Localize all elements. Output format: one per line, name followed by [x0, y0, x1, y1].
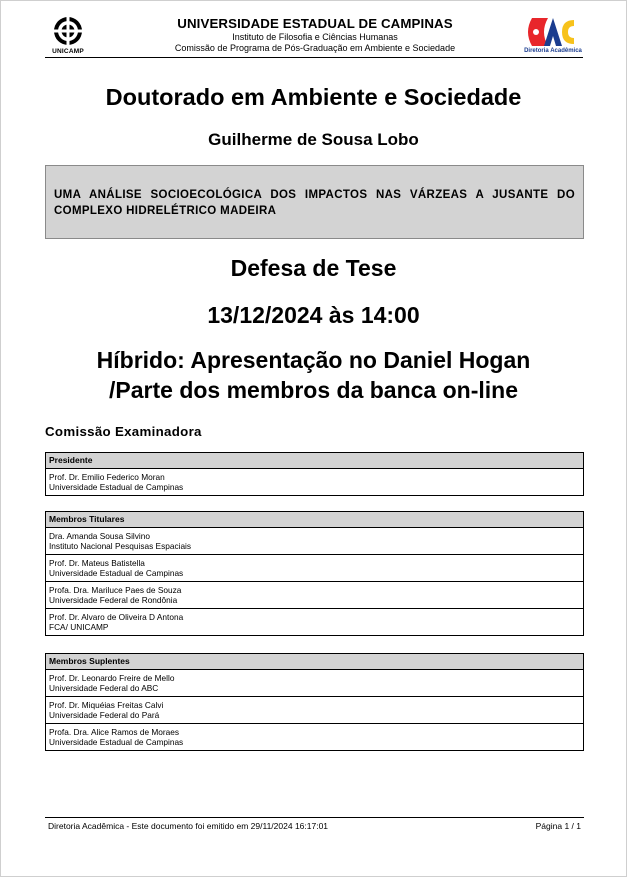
titular-members-table: [45, 511, 584, 636]
thesis-title-box: [45, 165, 584, 239]
member-institution: Universidade Estadual de Campinas: [49, 568, 184, 578]
footer-divider: [45, 817, 584, 818]
student-name: Guilherme de Sousa Lobo: [208, 130, 419, 149]
member-institution: Universidade Federal de Rondônia: [49, 595, 178, 605]
program-title: Doutorado em Ambiente e Sociedade: [105, 84, 522, 110]
section-heading: Membros Suplentes: [46, 654, 584, 670]
university-name: UNIVERSIDADE ESTADUAL DE CAMPINAS: [177, 16, 453, 31]
member-name: Dra. Amanda Sousa Silvino: [49, 531, 151, 541]
member-row: [46, 469, 584, 496]
thesis-title: UMA ANÁLISE SOCIOECOLÓGICA DOS IMPACTOS NAS VÁRZEAS A JUSANTE DO COMPLEXO HIDRELÉTRICO MADEIRA: [54, 189, 575, 217]
member-institution: Universidade Federal do ABC: [49, 683, 159, 693]
header: [100, 16, 530, 54]
diretoria-academica-logo: [522, 14, 584, 58]
institute-name: Instituto de Filosofia e Ciências Humanas: [232, 32, 398, 42]
member-row: [46, 555, 584, 582]
member-row: [46, 528, 584, 555]
section-heading: Presidente: [46, 453, 584, 469]
footer-page-number: Página 1 / 1: [535, 821, 581, 831]
section-heading: Membros Titulares: [46, 512, 584, 528]
member-row: [46, 609, 584, 636]
member-institution: Universidade Estadual de Campinas: [49, 482, 184, 492]
commission-name: Comissão de Programa de Pós-Graduação em Ambiente e Sociedade: [174, 43, 456, 53]
member-row: [46, 670, 584, 697]
event-datetime: 13/12/2024 às 14:00: [207, 302, 420, 328]
dac-logo-text: Diretoria Acadêmica: [524, 48, 582, 54]
member-name: Prof. Dr. Leonardo Freire de Mello: [49, 673, 175, 683]
location-line-1: Híbrido: Apresentação no Daniel Hogan: [96, 347, 531, 373]
substitute-members-table: [45, 653, 584, 751]
member-name: Prof. Dr. Alvaro de Oliveira D Antona: [49, 612, 184, 622]
unicamp-logo-text: UNICAMP: [52, 48, 84, 55]
member-institution: Instituto Nacional Pesquisas Espaciais: [49, 541, 192, 551]
member-row: [46, 582, 584, 609]
member-name: Profa. Dra. Mariluce Paes de Souza: [49, 585, 182, 595]
event-type: Defesa de Tese: [230, 255, 397, 281]
member-name: Profa. Dra. Alice Ramos de Moraes: [49, 727, 180, 737]
member-institution: Universidade Estadual de Campinas: [49, 737, 184, 747]
member-row: [46, 697, 584, 724]
event-location: [40, 345, 587, 405]
footer-issued: Diretoria Acadêmica - Este documento foi emitido em 29/11/2024 16:17:01: [48, 821, 329, 831]
member-institution: Universidade Federal do Pará: [49, 710, 160, 720]
location-line-2: /Parte dos membros da banca on-line: [109, 377, 518, 403]
member-name: Prof. Dr. Miquéias Freitas Calvi: [49, 700, 164, 710]
unicamp-logo: [48, 14, 88, 58]
header-divider: [45, 57, 583, 58]
member-name: Prof. Dr. Emilio Federico Moran: [49, 472, 165, 482]
member-row: [46, 724, 584, 751]
committee-title: Comissão Examinadora: [45, 424, 202, 439]
member-institution: FCA/ UNICAMP: [49, 622, 109, 632]
member-name: Prof. Dr. Mateus Batistella: [49, 558, 145, 568]
president-table: [45, 452, 584, 496]
